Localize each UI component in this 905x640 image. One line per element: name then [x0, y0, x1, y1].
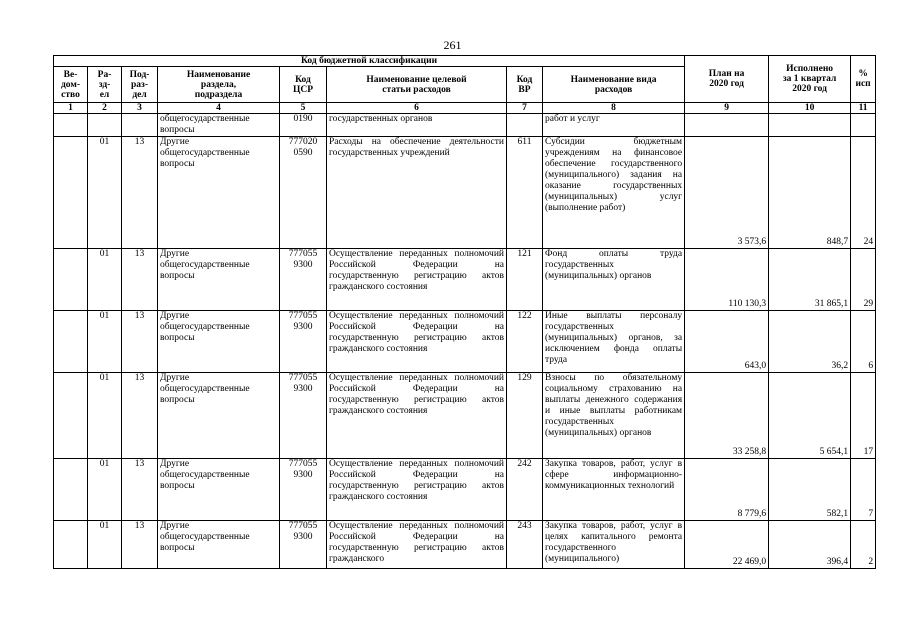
- csr-cell: 777055 9300: [280, 311, 327, 373]
- executed-cell: 36,2: [769, 311, 851, 373]
- expense-type-cell: работ и услуг: [543, 114, 685, 137]
- section-name-cell: Другие общегосударственные вопросы: [158, 459, 280, 521]
- column-number: 8: [543, 103, 685, 114]
- executed-cell: [769, 114, 851, 137]
- plan-header: План на 2020 год: [685, 56, 769, 103]
- target-name-cell: Осуществление переданных полномочий Российской Федерации на государственную регистрацию актов гражданского состояния: [327, 249, 507, 311]
- table-row: [54, 373, 876, 459]
- podrazd-cell: 13: [122, 249, 158, 311]
- executed-cell: 848,7: [769, 137, 851, 249]
- executed-cell: 5 654,1: [769, 373, 851, 459]
- table-row: [54, 249, 876, 311]
- classification-group-header: Код бюджетной классификации: [54, 56, 685, 67]
- section-name-cell: общегосударственные вопросы: [158, 114, 280, 137]
- vr-cell: 242: [507, 459, 543, 521]
- target-name-cell: Осуществление переданных полномочий Российской Федерации на государственную регистрацию актов гражданского состояния: [327, 459, 507, 521]
- razd-cell: 01: [88, 459, 122, 521]
- plan-cell: 3 573,6: [685, 137, 769, 249]
- expense-type-cell: Закупка товаров, работ, услуг в сфере информационно-коммуникационных технологий: [543, 459, 685, 521]
- ved-cell: [54, 249, 88, 311]
- plan-cell: 8 779,6: [685, 459, 769, 521]
- column-number: 6: [327, 103, 507, 114]
- executed-header: Исполнено за 1 квартал 2020 год: [769, 56, 851, 103]
- podrazd-cell: 13: [122, 459, 158, 521]
- section-name-cell: Другие общегосударственные вопросы: [158, 249, 280, 311]
- plan-cell: 33 258,8: [685, 373, 769, 459]
- expense-type-cell: Субсидии бюджетным учреждениям на финансовое обеспечение государственного (муниципального) задания на оказание государственных (муниципальных) услуг (выполнение работ): [543, 137, 685, 249]
- percent-cell: [851, 114, 876, 137]
- ved-cell: [54, 373, 88, 459]
- column-number: 4: [158, 103, 280, 114]
- percent-cell: 29: [851, 249, 876, 311]
- percent-cell: 7: [851, 459, 876, 521]
- target-name-cell: Осуществление переданных полномочий Российской Федерации на государственную регистрацию актов гражданского состояния: [327, 311, 507, 373]
- csr-cell: 777055 9300: [280, 521, 327, 569]
- table-row: [54, 521, 876, 569]
- executed-cell: 396,4: [769, 521, 851, 569]
- executed-cell: 31 865,1: [769, 249, 851, 311]
- vr-cell: [507, 114, 543, 137]
- budget-table: [53, 55, 876, 569]
- podrazd-cell: 13: [122, 521, 158, 569]
- column-number: 7: [507, 103, 543, 114]
- csr-cell: 777055 9300: [280, 459, 327, 521]
- razd-cell: 01: [88, 137, 122, 249]
- vr-header: Код ВР: [507, 67, 543, 103]
- csr-cell: 777020 0590: [280, 137, 327, 249]
- expense-type-cell: Взносы по обязательному социальному страхованию на выплаты денежного содержания и иные выплаты работникам государственных (муниципальных) органов: [543, 373, 685, 459]
- percent-cell: 17: [851, 373, 876, 459]
- razd-cell: [88, 114, 122, 137]
- ved-cell: [54, 311, 88, 373]
- table-row: [54, 311, 876, 373]
- percent-header: % исп: [851, 56, 876, 103]
- target-name-cell: государственных органов: [327, 114, 507, 137]
- section-name-cell: Другие общегосударственные вопросы: [158, 137, 280, 249]
- target-name-cell: Осуществление переданных полномочий Российской Федерации на государственную регистрацию актов гражданского состояния: [327, 373, 507, 459]
- ved-cell: [54, 459, 88, 521]
- target-name-header: Наименование целевой статьи расходов: [327, 67, 507, 103]
- section-name-cell: Другие общегосударственные вопросы: [158, 373, 280, 459]
- plan-cell: 110 130,3: [685, 249, 769, 311]
- ved-cell: [54, 137, 88, 249]
- table-row: [54, 114, 876, 137]
- podrazd-cell: [122, 114, 158, 137]
- csr-cell: 777055 9300: [280, 249, 327, 311]
- table-row: [54, 137, 876, 249]
- expense-type-cell: Закупка товаров, работ, услуг в целях капитального ремонта государственного (муниципального): [543, 521, 685, 569]
- target-name-cell: Расходы на обеспечение деятельности государственных учреждений: [327, 137, 507, 249]
- ved-cell: [54, 114, 88, 137]
- csr-cell: 777055 9300: [280, 373, 327, 459]
- vr-cell: 129: [507, 373, 543, 459]
- razd-header: Ра- зд- ел: [88, 67, 122, 103]
- vr-cell: 122: [507, 311, 543, 373]
- percent-cell: 24: [851, 137, 876, 249]
- column-number: 5: [280, 103, 327, 114]
- target-name-cell: Осуществление переданных полномочий Российской Федерации на государственную регистрацию актов гражданского: [327, 521, 507, 569]
- expense-type-cell: Иные выплаты персоналу государственных (муниципальных) органов, за исключением фонда оплаты труда: [543, 311, 685, 373]
- csr-cell: 0190: [280, 114, 327, 137]
- plan-cell: [685, 114, 769, 137]
- percent-cell: 6: [851, 311, 876, 373]
- ved-cell: [54, 521, 88, 569]
- column-number: 10: [769, 103, 851, 114]
- razd-cell: 01: [88, 249, 122, 311]
- podrazd-cell: 13: [122, 373, 158, 459]
- plan-cell: 643,0: [685, 311, 769, 373]
- expense-type-cell: Фонд оплаты труда государственных (муниципальных) органов: [543, 249, 685, 311]
- percent-cell: 2: [851, 521, 876, 569]
- plan-cell: 22 469,0: [685, 521, 769, 569]
- csr-header: Код ЦСР: [280, 67, 327, 103]
- column-number: 3: [122, 103, 158, 114]
- section-name-cell: Другие общегосударственные вопросы: [158, 521, 280, 569]
- column-number: 2: [88, 103, 122, 114]
- expense-type-header: Наименование вида расходов: [543, 67, 685, 103]
- page-number: 261: [443, 38, 462, 52]
- ved-header: Ве- дом- ство: [54, 67, 88, 103]
- column-number: 11: [851, 103, 876, 114]
- column-numbers-row: [54, 103, 876, 114]
- section-name-header: Наименование раздела, подраздела: [158, 67, 280, 103]
- column-number: 9: [685, 103, 769, 114]
- vr-cell: 121: [507, 249, 543, 311]
- vr-cell: 243: [507, 521, 543, 569]
- vr-cell: 611: [507, 137, 543, 249]
- podrazd-cell: 13: [122, 311, 158, 373]
- razd-cell: 01: [88, 311, 122, 373]
- section-name-cell: Другие общегосударственные вопросы: [158, 311, 280, 373]
- table-row: [54, 459, 876, 521]
- podrazd-header: Под- раз- дел: [122, 67, 158, 103]
- executed-cell: 582,1: [769, 459, 851, 521]
- podrazd-cell: 13: [122, 137, 158, 249]
- razd-cell: 01: [88, 521, 122, 569]
- column-number: 1: [54, 103, 88, 114]
- razd-cell: 01: [88, 373, 122, 459]
